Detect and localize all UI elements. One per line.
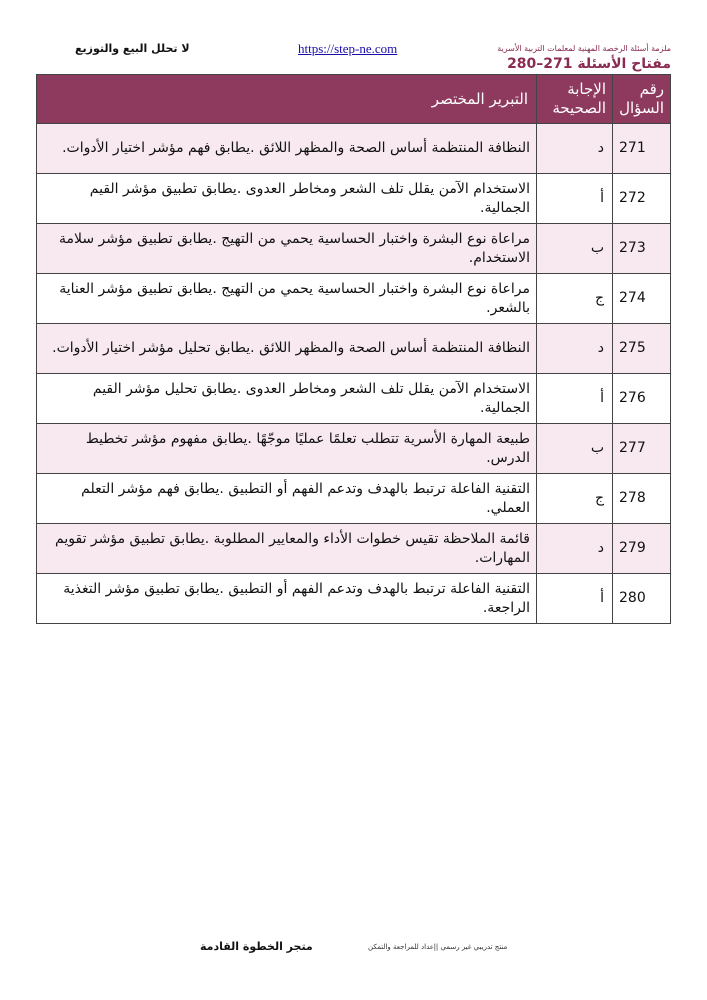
explanation: النظافة المنتظمة أساس الصحة والمظهر اللائق .يطابق فهم مؤشر اختيار الأدوات. — [37, 124, 537, 174]
page-title — [507, 56, 671, 72]
title-prefix: مفتاح الأسئلة — [577, 56, 671, 72]
explanation: قائمة الملاحظة تقيس خطوات الأداء والمعايير المطلوبة .يطابق تطبيق مؤشر تقويم المهارات. — [37, 524, 537, 574]
correct-answer: أ — [537, 574, 613, 624]
question-number: 279 — [613, 524, 671, 574]
explanation: مراعاة نوع البشرة واختبار الحساسية يحمي من التهيج .يطابق تطبيق مؤشر العناية بالشعر. — [37, 274, 537, 324]
correct-answer: أ — [537, 374, 613, 424]
table-row — [37, 574, 671, 624]
question-number: 273 — [613, 224, 671, 274]
table-row — [37, 174, 671, 224]
table-row — [37, 274, 671, 324]
question-number: 276 — [613, 374, 671, 424]
question-number: 274 — [613, 274, 671, 324]
question-number: 278 — [613, 474, 671, 524]
table-header-row — [37, 75, 671, 124]
answer-key-table — [36, 74, 671, 624]
website-link[interactable]: https://step-ne.com — [298, 41, 398, 56]
correct-answer: أ — [537, 174, 613, 224]
table-row — [37, 524, 671, 574]
table-row — [37, 474, 671, 524]
correct-answer: د — [537, 324, 613, 374]
table-row — [37, 374, 671, 424]
store-name: متجر الخطوة القادمة — [200, 940, 313, 953]
table-row — [37, 324, 671, 374]
header-explanation: التبرير المختصر — [37, 75, 537, 124]
question-number: 271 — [613, 124, 671, 174]
series-title: ملزمة أسئلة الرخصة المهنية لمعلمات التربية الأسرية — [497, 44, 671, 53]
correct-answer: ج — [537, 274, 613, 324]
correct-answer: ب — [537, 224, 613, 274]
explanation: التقنية الفاعلة ترتبط بالهدف وتدعم الفهم أو التطبيق .يطابق فهم مؤشر التعلم العملي. — [37, 474, 537, 524]
explanation: الاستخدام الآمن يقلل تلف الشعر ومخاطر العدوى .يطابق تحليل مؤشر القيم الجمالية. — [37, 374, 537, 424]
explanation: الاستخدام الآمن يقلل تلف الشعر ومخاطر العدوى .يطابق تطبيق مؤشر القيم الجمالية. — [37, 174, 537, 224]
question-number: 277 — [613, 424, 671, 474]
title-range: 271–280 — [507, 56, 573, 72]
header-correct-answer: الإجابة الصحيحة — [537, 75, 613, 124]
correct-answer: د — [537, 524, 613, 574]
table-row — [37, 424, 671, 474]
explanation: التقنية الفاعلة ترتبط بالهدف وتدعم الفهم أو التطبيق .يطابق تطبيق مؤشر التغذية الراجعة. — [37, 574, 537, 624]
correct-answer: ج — [537, 474, 613, 524]
table-row — [37, 224, 671, 274]
correct-answer: ب — [537, 424, 613, 474]
footer-note: منتج تدريبي غير رسمي |إعداد للمراجعة والتمكن — [368, 943, 508, 951]
explanation: مراعاة نوع البشرة واختبار الحساسية يحمي من التهيج .يطابق تطبيق مؤشر سلامة الاستخدام. — [37, 224, 537, 274]
header-question-number: رقم السؤال — [613, 75, 671, 124]
question-number: 272 — [613, 174, 671, 224]
question-number: 275 — [613, 324, 671, 374]
distribution-notice: لا تحلل البيع والتوزيع — [75, 42, 190, 55]
explanation: النظافة المنتظمة أساس الصحة والمظهر اللائق .يطابق تحليل مؤشر اختيار الأدوات. — [37, 324, 537, 374]
correct-answer: د — [537, 124, 613, 174]
table-row — [37, 124, 671, 174]
question-number: 280 — [613, 574, 671, 624]
explanation: طبيعة المهارة الأسرية تتطلب تعلمًا عمليًا موجّهًا .يطابق مفهوم مؤشر تخطيط الدرس. — [37, 424, 537, 474]
